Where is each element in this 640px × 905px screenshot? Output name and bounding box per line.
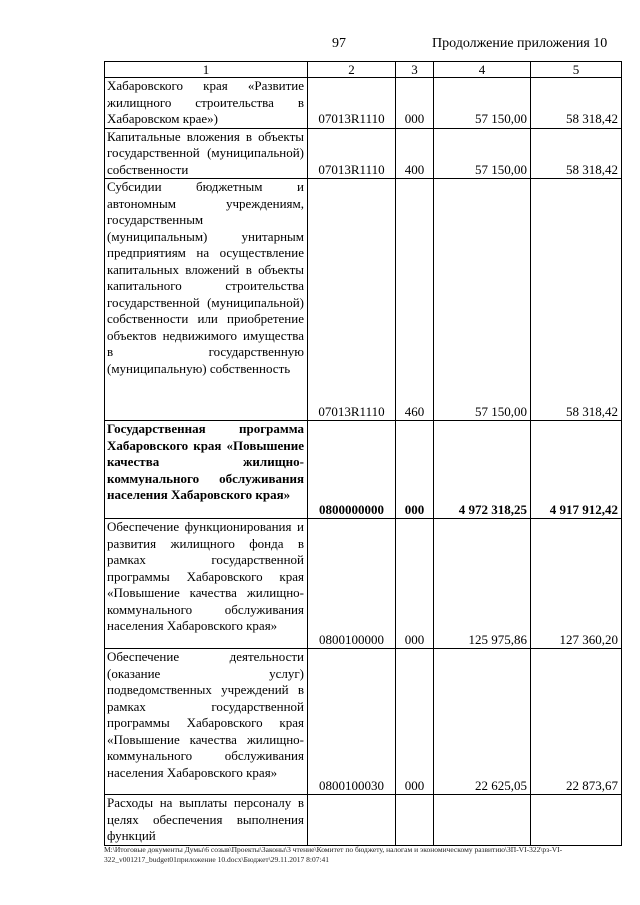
row-type: 000	[396, 421, 434, 519]
row-type: 460	[396, 179, 434, 421]
row-value-2: 4 917 912,42	[531, 421, 622, 519]
row-value-2: 58 318,42	[531, 128, 622, 179]
row-name: Субсидии бюджетным и автономным учреждениям, государственным (муниципальным) унитарным предприятиям на осуществление капитальных вложений в объекты капитального строительства государственной (муниципальной) собственности или приобретение объектов недвижимого имущества в государственную (муниципальную) собственность	[105, 179, 308, 421]
footer-file-path: М:\Итоговые документы Думы\6 созыв\Проекты\Законы\3 чтение\Комитет по бюджету, налогам и экономическому развитию\ЗП-VI-322\рз-VI-322_v001217_budget01приложение 10.docx\Бюджет\29.11.2017 8:07:41	[104, 845, 563, 864]
row-code: 07013R1110	[308, 128, 396, 179]
page-number: 97	[332, 36, 346, 51]
row-name: Расходы на выплаты персоналу в целях обеспечения выполнения функций	[105, 795, 308, 846]
row-code: 0800100000	[308, 519, 396, 649]
table-header-row	[105, 62, 622, 78]
table-row	[105, 78, 622, 129]
column-header: 5	[531, 62, 622, 78]
row-code: 07013R1110	[308, 179, 396, 421]
row-type: 000	[396, 649, 434, 795]
table-row	[105, 649, 622, 795]
budget-table	[104, 61, 622, 846]
appendix-continuation-note: Продолжение приложения 10	[432, 36, 608, 51]
column-header: 3	[396, 62, 434, 78]
row-value-1: 57 150,00	[434, 78, 531, 129]
row-value-1: 57 150,00	[434, 179, 531, 421]
column-header: 1	[105, 62, 308, 78]
table-row	[105, 795, 622, 846]
row-type: 000	[396, 78, 434, 129]
table-row	[105, 519, 622, 649]
row-value-1	[434, 795, 531, 846]
row-name: Обеспечение функционирования и развития жилищного фонда в рамках государственной программы Хабаровского края «Повышение качества жилищно-коммунального обслуживания населения Хабаровского края»	[105, 519, 308, 649]
row-value-2: 22 873,67	[531, 649, 622, 795]
column-header: 2	[308, 62, 396, 78]
row-code	[308, 795, 396, 846]
row-name: Хабаровского края «Развитие жилищного строительства в Хабаровском крае»)	[105, 78, 308, 129]
row-value-1: 57 150,00	[434, 128, 531, 179]
table-row	[105, 179, 622, 421]
row-code: 07013R1110	[308, 78, 396, 129]
row-code: 0800100030	[308, 649, 396, 795]
row-code: 0800000000	[308, 421, 396, 519]
row-value-1: 22 625,05	[434, 649, 531, 795]
column-header: 4	[434, 62, 531, 78]
row-value-2	[531, 795, 622, 846]
row-type	[396, 795, 434, 846]
row-value-1: 125 975,86	[434, 519, 531, 649]
row-value-2: 127 360,20	[531, 519, 622, 649]
table-row	[105, 421, 622, 519]
row-type: 000	[396, 519, 434, 649]
row-name: Обеспечение деятельности (оказание услуг) подведомственных учреждений в рамках государственной программы Хабаровского края «Повышение качества жилищно-коммунального обслуживания населения Хабаровского края»	[105, 649, 308, 795]
row-name: Капитальные вложения в объекты государственной (муниципальной) собственности	[105, 128, 308, 179]
row-name: Государственная программа Хабаровского края «Повышение качества жилищно-коммунального обслуживания населения Хабаровского края»	[105, 421, 308, 519]
row-type: 400	[396, 128, 434, 179]
row-value-2: 58 318,42	[531, 179, 622, 421]
row-value-2: 58 318,42	[531, 78, 622, 129]
table-row	[105, 128, 622, 179]
row-value-1: 4 972 318,25	[434, 421, 531, 519]
